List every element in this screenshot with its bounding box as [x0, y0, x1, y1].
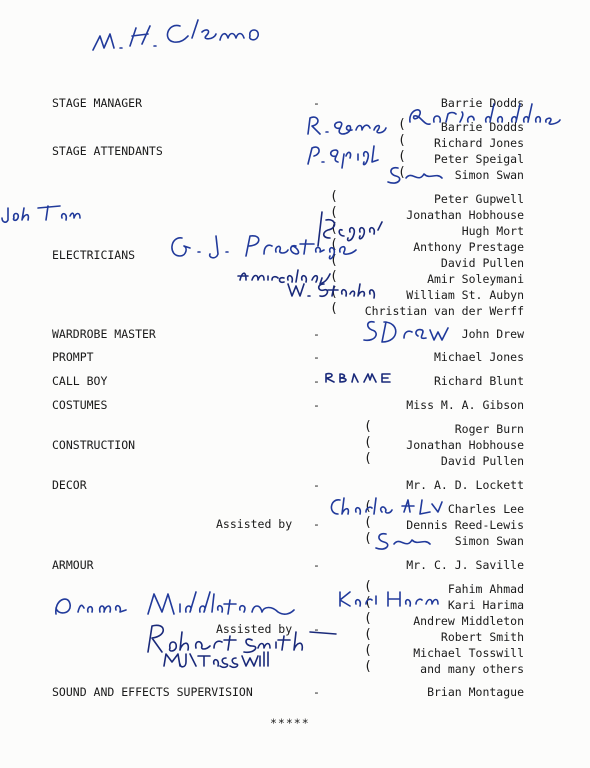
name-item: Simon Swan	[454, 534, 524, 548]
brace: (	[330, 189, 338, 204]
name-item: Andrew Middleton	[413, 614, 524, 628]
dash: -	[313, 96, 320, 110]
brace: (	[364, 531, 372, 546]
dash: -	[313, 517, 320, 531]
brace: (	[364, 515, 372, 530]
brace: (	[330, 301, 338, 316]
signature-swan-2	[372, 530, 442, 554]
brace: (	[364, 611, 372, 626]
dash: -	[313, 558, 320, 572]
name-michael-jones: Michael Jones	[433, 350, 524, 364]
role-stage-attendants: STAGE ATTENDANTS	[52, 144, 163, 158]
name-item: Charles Lee	[447, 502, 524, 516]
name-item: Amir Soleymani	[427, 272, 524, 286]
signature-tosswill	[160, 648, 270, 670]
signature-hobhouse	[308, 206, 388, 250]
name-item: Christian van der Werff	[364, 304, 524, 318]
name-item: David Pullen	[440, 256, 524, 270]
role-decor: DECOR	[52, 478, 87, 492]
signature-aubyn	[284, 276, 380, 302]
footer-stars: *****	[270, 716, 310, 730]
name-item: Jonathan Hobhouse	[406, 208, 524, 222]
brace: (	[364, 451, 372, 466]
name-item: Kari Harima	[447, 598, 524, 612]
name-item: Richard Jones	[433, 136, 524, 150]
brace: (	[364, 659, 372, 674]
dash: -	[313, 622, 320, 636]
name-brian-montague: Brian Montague	[427, 685, 524, 699]
signature-blunt	[322, 370, 396, 386]
name-john-drew: John Drew	[461, 327, 524, 341]
brace: (	[330, 269, 338, 284]
name-item: Simon Swan	[454, 168, 524, 182]
signature-john-left	[0, 198, 86, 228]
dash: -	[313, 685, 320, 699]
name-saville: Mr. C. J. Saville	[406, 558, 524, 572]
brace: (	[330, 205, 338, 220]
name-item: and many others	[420, 662, 524, 676]
role-stage-manager: STAGE MANAGER	[52, 96, 143, 110]
name-item: William St. Aubyn	[406, 288, 524, 302]
brace: (	[330, 285, 338, 300]
signature-dodds	[404, 100, 564, 132]
name-item: David Pullen	[440, 454, 524, 468]
brace: (	[330, 237, 338, 252]
name-item: Dennis Reed-Lewis	[406, 518, 524, 532]
name-richard-blunt: Richard Blunt	[433, 374, 524, 388]
brace: (	[398, 133, 406, 148]
signature-r-jones	[300, 112, 400, 138]
dash: -	[313, 398, 320, 412]
brace: (	[364, 579, 372, 594]
signature-swan	[382, 160, 452, 190]
name-barrie-dodds: Barrie Dodds	[440, 96, 524, 110]
role-armour: ARMOUR	[52, 558, 94, 572]
name-item: Peter Gupwell	[433, 192, 524, 206]
brace: (	[364, 643, 372, 658]
role-prompt: PROMPT	[52, 350, 94, 364]
role-sound-effects: SOUND AND EFFECTS SUPERVISION	[52, 685, 253, 699]
signature-charles-lee	[326, 494, 446, 520]
brace: (	[330, 253, 338, 268]
name-item: Jonathan Hobhouse	[406, 438, 524, 452]
brace: (	[398, 117, 406, 132]
signature-p-speigal	[302, 138, 392, 172]
subrole-assisted-by: Assisted by	[216, 622, 293, 636]
dash: -	[313, 478, 320, 492]
name-item: Fahim Ahmad	[447, 582, 524, 596]
brace: (	[398, 165, 406, 180]
name-item: Anthony Prestage	[413, 240, 524, 254]
role-call-boy: CALL BOY	[52, 374, 108, 388]
signature-drew	[360, 316, 452, 346]
name-item: Robert Smith	[440, 630, 524, 644]
brace: (	[364, 499, 372, 514]
brace: (	[364, 419, 372, 434]
brace: (	[398, 149, 406, 164]
dash: -	[313, 327, 320, 341]
name-item: Peter Speigal	[433, 152, 524, 166]
role-construction: CONSTRUCTION	[52, 438, 136, 452]
name-lockett: Mr. A. D. Lockett	[406, 478, 524, 492]
signature-header	[88, 14, 278, 58]
name-item: Michael Tosswill	[413, 646, 524, 660]
subrole-assisted-by: Assisted by	[216, 517, 293, 531]
dash: -	[313, 350, 320, 364]
name-gibson: Miss M. A. Gibson	[406, 398, 524, 412]
brace: (	[364, 595, 372, 610]
brace: (	[330, 221, 338, 236]
name-item: Roger Burn	[454, 422, 524, 436]
name-item: Hugh Mort	[461, 224, 524, 238]
name-item: Barrie Dodds	[440, 120, 524, 134]
role-electricians: ELECTRICIANS	[52, 248, 136, 262]
brace: (	[364, 435, 372, 450]
signature-kari-harima	[334, 586, 444, 612]
dash: -	[313, 374, 320, 388]
brace: (	[364, 627, 372, 642]
role-costumes: COSTUMES	[52, 398, 108, 412]
role-wardrobe-master: WARDROBE MASTER	[52, 327, 156, 341]
